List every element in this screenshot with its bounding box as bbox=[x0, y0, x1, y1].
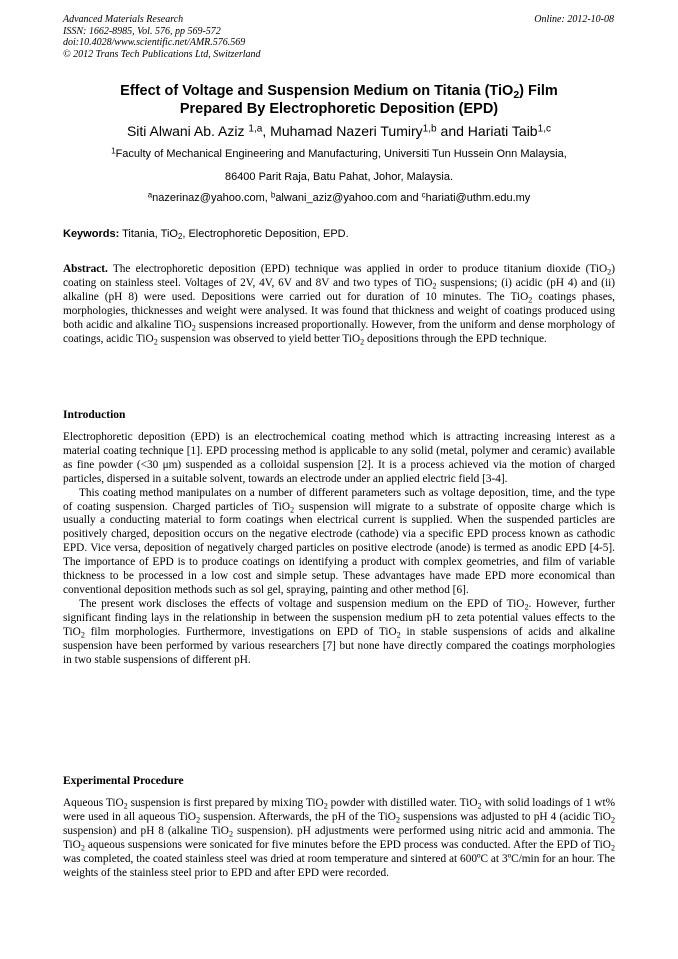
introduction-text bbox=[63, 431, 615, 667]
issn-line: ISSN: 1662-8985, Vol. 576, pp 569-572 bbox=[63, 25, 221, 37]
intro-paragraph-2: This coating method manipulates on a number of different parameters such as voltage deposition, time, and the type of coating suspension. Charged particles of TiO$_2$ suspension will migrate to a substrate of opposite charge which is usually a conducting material to form coatings when electrical current is supplied. When the suspended particles are positively charged, deposition occurs on the negative electrode (cathode) via a specific EPD process known as cathodic EPD. Vice versa, deposition of negatively charged particles on positive electrode (anode) is termed as anodic EPD [4-5]. The importance of EPD is to produce coatings on identifying a product with complex geometries, and film of variable thickness to be processed in a low cost and simple setup. These advantages have made EPD more economical than conventional deposition methods such as sol gel, spraying, painting and other method [6]. bbox=[63, 486, 615, 596]
email-3[interactable]: hariati@uthm.edu.my bbox=[425, 192, 531, 204]
title-line-2: Prepared By Electrophoretic Deposition (EPD) bbox=[179, 101, 499, 117]
section-heading-introduction: Introduction bbox=[63, 409, 126, 421]
abstract-label: Abstract. bbox=[63, 263, 108, 275]
author-1: Siti Alwani Ab. Aziz bbox=[126, 123, 249, 139]
email-1[interactable]: nazerinaz@yahoo.com, bbox=[152, 192, 271, 204]
experimental-text bbox=[63, 797, 615, 880]
author-3: and Hariati Taib bbox=[436, 123, 538, 139]
copyright-line: © 2012 Trans Tech Publications Ltd, Switzerland bbox=[63, 48, 261, 60]
abstract: Abstract. The electrophoretic deposition (EPD) technique was applied in order to produce titanium dioxide (TiO$_2$) coating on stainless steel. Voltages of 2V, 4V, 6V and 8V and two types of TiO$_2$ suspensions; (i) acidic (pH 4) and (ii) alkaline (pH 8) were used. Depositions were carried out for duration of 10 minutes. The TiO$_2$ coatings phases, morphologies, thicknesses and weight were analysed. It was found that thickness and weight of coatings produced using both acidic and alkaline TiO$_2$ suspensions increased proportionally. However, from the uniform and dense morphology of coatings, acidic TiO$_2$ suspension was observed to yield better TiO$_2$ depositions through the EPD technique. bbox=[63, 263, 615, 346]
email-2[interactable]: alwani_aziz@yahoo.com and bbox=[275, 192, 422, 204]
journal-name: Advanced Materials Research bbox=[63, 14, 184, 25]
doi-line[interactable]: doi:10.4028/www.scientific.net/AMR.576.569 bbox=[63, 37, 246, 48]
affiliation-line-2: 86400 Parit Raja, Batu Pahat, Johor, Malaysia. bbox=[224, 171, 454, 183]
affiliation-line-1: $^1$Faculty of Mechanical Engineering and Manufacturing, Universiti Tun Hussein Onn Malaysia, bbox=[111, 146, 567, 160]
author-emails: $^a$nazerinaz@yahoo.com, $^b$alwani_aziz@yahoo.com and $^c$hariati@uthm.edu.my bbox=[147, 190, 531, 204]
online-date: Online: 2012-10-08 bbox=[534, 14, 614, 25]
keywords: Keywords: Titania, TiO$_2$, Electrophoretic Deposition, EPD. bbox=[63, 228, 349, 242]
experimental-paragraph: Aqueous TiO$_2$ suspension is first prepared by mixing TiO$_2$ powder with distilled water. TiO$_2$ with solid loadings of 1 wt% were used in all aqueous TiO$_2$ suspension. Afterwards, the pH of the TiO$_2$ suspensions was adjusted to pH 4 (acidic TiO$_2$ suspension) and pH 8 (alkaline TiO$_2$ suspension). pH adjustments were performed using nitric acid and ammonia. The TiO$_2$ aqueous suspensions were sonicated for five minutes before the EPD process was conducted. After the EPD of TiO$_2$ was completed, the coated stainless steel was dried at room temperature and sintered at 600ºC at 3ºC/min for an hour. The weights of the stainless steel prior to EPD and after EPD were recorded. bbox=[63, 797, 615, 879]
journal-header bbox=[63, 14, 261, 60]
intro-paragraph-3: The present work discloses the effects of voltage and suspension medium on the EPD of TiO$_2$. However, further significant finding lays in the relationship in between the suspension medium pH to zeta potential values effects to the TiO$_2$ film morphologies. Furthermore, investigations on EPD of TiO$_2$ in stable suspensions of acids and alkaline suspension have been performed by various researchers [7] but none have directly compared the coatings morphologies in two stable suspensions of different pH. bbox=[63, 597, 616, 666]
section-heading-experimental: Experimental Procedure bbox=[63, 775, 184, 787]
keywords-label: Keywords: bbox=[63, 228, 120, 240]
paper-title bbox=[40, 82, 638, 118]
intro-paragraph-1: Electrophoretic deposition (EPD) is an electrochemical coating method which is attracting increasing interest as a material coating technique [1]. EPD processing method is applicable to any solid (metal, polymer and ceramic) available as fine powder (<30 μm) suspended as a colloidal suspension [2]. It is a process achieved via the motion of charged particles, dispersed in a suitable solvent, towards an electrode under an applied electric field [3-4]. bbox=[63, 431, 615, 485]
author-2: , Muhamad Nazeri Tumiry bbox=[262, 123, 423, 139]
title-line-1: Effect of Voltage and Suspension Medium on Titania (TiO$_2$) Film bbox=[120, 83, 558, 101]
author-list: Siti Alwani Ab. Aziz $^{1,a}$, Muhamad Nazeri Tumiry$^{1,b}$ and Hariati Taib$^{1,c}$ bbox=[126, 123, 552, 139]
